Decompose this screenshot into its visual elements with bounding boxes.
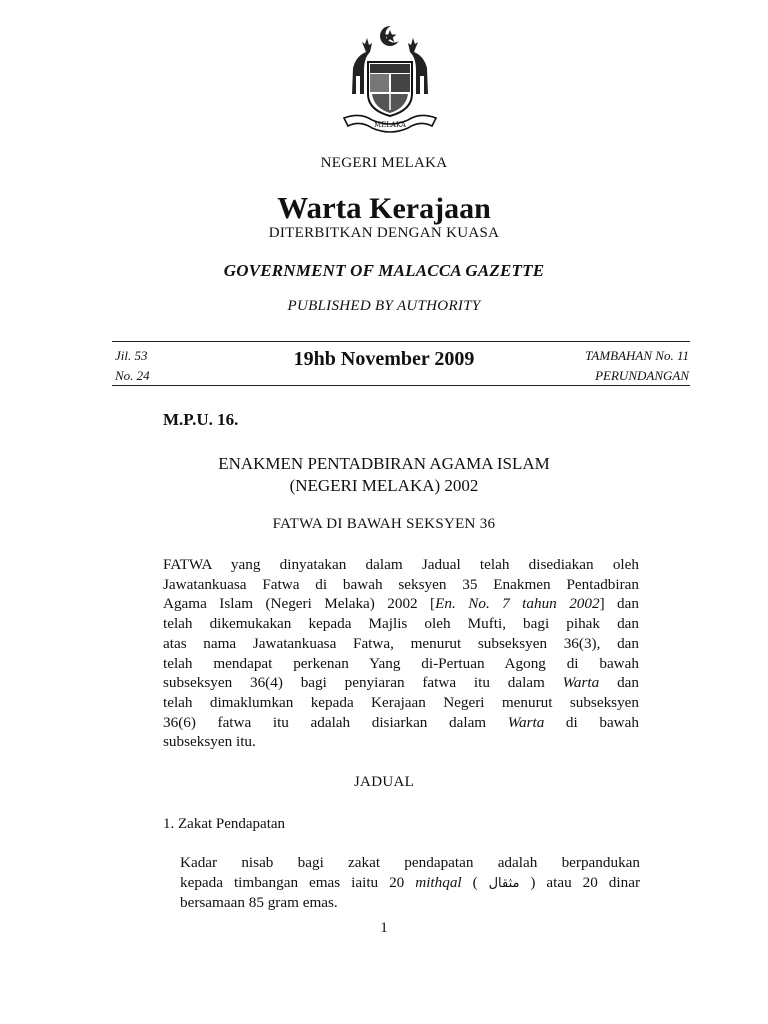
issue-number: No. 24: [115, 368, 150, 383]
warta-italic: Warta: [507, 713, 545, 731]
schedule-item-title: 1. Zakat Pendapatan: [163, 816, 286, 832]
paragraph-line: 36(6) fatwa itu adalah disiarkan dalam Warta di bawah: [163, 713, 639, 731]
item-line: bersamaan 85 gram emas.: [180, 894, 338, 912]
volume-number: Jil. 53: [115, 348, 148, 363]
warta-italic: Warta: [562, 674, 600, 692]
page-number: 1: [380, 920, 388, 936]
paragraph-line: atas nama Jawatankuasa Fatwa, menurut subseksyen 36(3), dan: [163, 634, 639, 652]
gazette-english-title: GOVERNMENT OF MALACCA GAZETTE: [223, 261, 545, 280]
header-rule-bottom: [112, 385, 690, 386]
supplement-type: PERUNDANGAN: [595, 368, 689, 383]
arabic-mithqal: مثقال: [488, 875, 520, 891]
enactment-title-line2: (NEGERI MELAKA) 2002: [289, 476, 479, 495]
paragraph-line: telah dimaklumkan kepada Kerajaan Negeri menurut subseksyen: [163, 693, 639, 711]
issue-date: 19hb November 2009: [293, 348, 475, 370]
state-name: NEGERI MELAKA: [320, 155, 448, 171]
item-line: Kadar nisab bagi zakat pendapatan adalah berpandukan: [180, 854, 640, 871]
paragraph-line: FATWA yang dinyatakan dalam Jadual telah disediakan oleh: [163, 556, 639, 573]
fatwa-heading: FATWA DI BAWAH SEKSYEN 36: [272, 516, 496, 532]
published-malay: DITERBITKAN DENGAN KUASA: [268, 225, 500, 241]
published-english: PUBLISHED BY AUTHORITY: [287, 298, 481, 314]
title-kerajaan: Kerajaan: [369, 192, 491, 225]
fatwa-paragraph: [163, 555, 639, 752]
title-warta: Warta: [277, 190, 362, 225]
enactment-title-line1: ENAKMEN PENTADBIRAN AGAMA ISLAM: [218, 454, 550, 473]
schedule-heading: JADUAL: [353, 774, 415, 790]
svg-text:MELAKA: MELAKA: [374, 121, 406, 129]
supplement-info: [585, 346, 689, 386]
paragraph-line: telah mendapat perkenan Yang di-Pertuan Agong di bawah: [163, 654, 639, 672]
mithqal-italic: mithqal: [415, 873, 462, 891]
notice-reference: M.P.U. 16.: [163, 410, 239, 429]
malacca-coat-of-arms-icon: [330, 22, 450, 137]
gazette-title: [0, 190, 768, 226]
item-line: kepada timbangan emas iaitu 20 mithqal ( مثقال ) atau 20 dinar: [180, 873, 641, 891]
paragraph-line: subseksyen itu.: [163, 733, 256, 751]
schedule-item-text: [180, 853, 640, 913]
enactment-citation: En. No. 7 tahun 2002: [435, 595, 600, 613]
header-rule-top: [112, 341, 690, 342]
supplement-number: TAMBAHAN No. 11: [585, 348, 689, 363]
paragraph-line: Jawatankuasa Fatwa di bawah seksyen 35 Enakmen Pentadbiran: [163, 575, 639, 593]
paragraph-line: Agama Islam (Negeri Melaka) 2002 [En. No. 7 tahun 2002] dan: [163, 595, 639, 613]
paragraph-line: subseksyen 36(4) bagi penyiaran fatwa itu dalam Warta dan: [163, 674, 639, 692]
paragraph-line: telah dikemukakan kepada Majlis oleh Mufti, bagi pihak dan: [163, 615, 639, 633]
enactment-title: [0, 453, 768, 497]
